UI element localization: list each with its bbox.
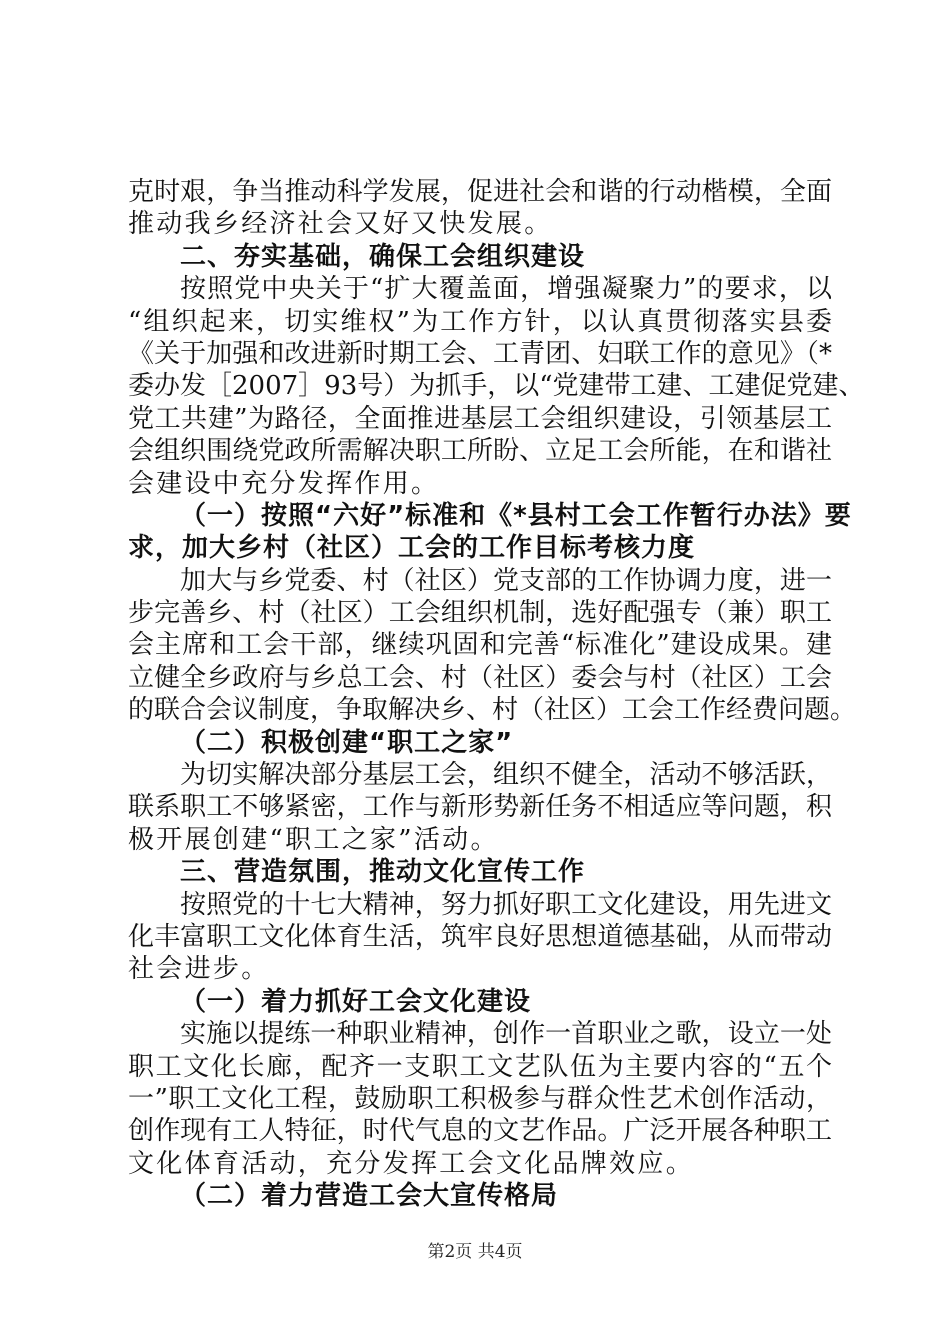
body-line: 极开展创建“职工之家”活动。 [128, 824, 499, 855]
subsection-heading: （一）按照“六好”标准和《*县村工会工作暂行办法》要 [180, 500, 852, 531]
page-footer [0, 1242, 950, 1262]
body-line: 职工文化长廊，配齐一支职工文艺队伍为主要内容的“五个 [128, 1051, 832, 1082]
subsection-heading: （二）着力营造工会大宣传格局 [180, 1181, 559, 1212]
body-line: 党工共建”为路径，全面推进基层工会组织建设，引领基层工 [128, 403, 832, 434]
subsection-heading: （二）积极创建“职工之家” [180, 727, 514, 758]
body-line: 委办发［2007］93号）为抓手，以“党建带工建、工建促党建、 [128, 371, 865, 402]
body-line: 实施以提练一种职业精神，创作一首职业之歌，设立一处 [180, 1019, 832, 1050]
page-number: 第2页 共4页 [427, 1242, 523, 1262]
document-body [128, 176, 865, 1213]
section-heading: 三、营造氛围，推动文化宣传工作 [180, 857, 586, 888]
subsection-heading: 求，加大乡村（社区）工会的工作目标考核力度 [128, 533, 696, 564]
body-line: “组织起来，切实维权”为工作方针，以认真贯彻落实县委 [128, 306, 832, 337]
section-heading: 二、夯实基础，确保工会组织建设 [180, 241, 586, 272]
body-line: 加大与乡党委、村（社区）党支部的工作协调力度，进一 [180, 565, 832, 596]
body-line: 按照党的十七大精神，努力抓好职工文化建设，用先进文 [180, 889, 832, 920]
body-line: 联系职工不够紧密，工作与新形势新任务不相适应等问题，积 [128, 792, 832, 823]
body-line: 的联合会议制度，争取解决乡、村（社区）工会工作经费问题。 [128, 695, 857, 726]
body-line: 社会进步。 [128, 954, 270, 985]
subsection-heading: （一）着力抓好工会文化建设 [180, 986, 532, 1017]
body-line: 推动我乡经济社会又好又快发展。 [128, 209, 553, 240]
body-line: 一”职工文化工程，鼓励职工积极参与群众性艺术创作活动， [128, 1083, 832, 1114]
body-line: 按照党中央关于“扩大覆盖面，增强凝聚力”的要求，以 [180, 274, 832, 305]
body-line: 创作现有工人特征，时代气息的文艺作品。广泛开展各种职工 [128, 1116, 832, 1147]
body-line: 会建设中充分发挥作用。 [128, 468, 440, 499]
body-line: 文化体育活动，充分发挥工会文化品牌效应。 [128, 1148, 695, 1179]
body-line: 会组织围绕党政所需解决职工所盼、立足工会所能，在和谐社 [128, 436, 832, 467]
body-line: 会主席和工会干部，继续巩固和完善“标准化”建设成果。建 [128, 630, 832, 661]
body-line: 为切实解决部分基层工会，组织不健全，活动不够活跃， [180, 760, 832, 791]
body-line: 克时艰，争当推动科学发展，促进社会和谐的行动楷模，全面 [128, 177, 832, 207]
body-line: 化丰富职工文化体育生活，筑牢良好思想道德基础，从而带动 [128, 921, 832, 952]
body-line: 《关于加强和改进新时期工会、工青团、妇联工作的意见》（* [128, 338, 832, 369]
body-line: 步完善乡、村（社区）工会组织机制，选好配强专（兼）职工 [128, 598, 832, 629]
body-line: 立健全乡政府与乡总工会、村（社区）委会与村（社区）工会 [128, 662, 832, 693]
